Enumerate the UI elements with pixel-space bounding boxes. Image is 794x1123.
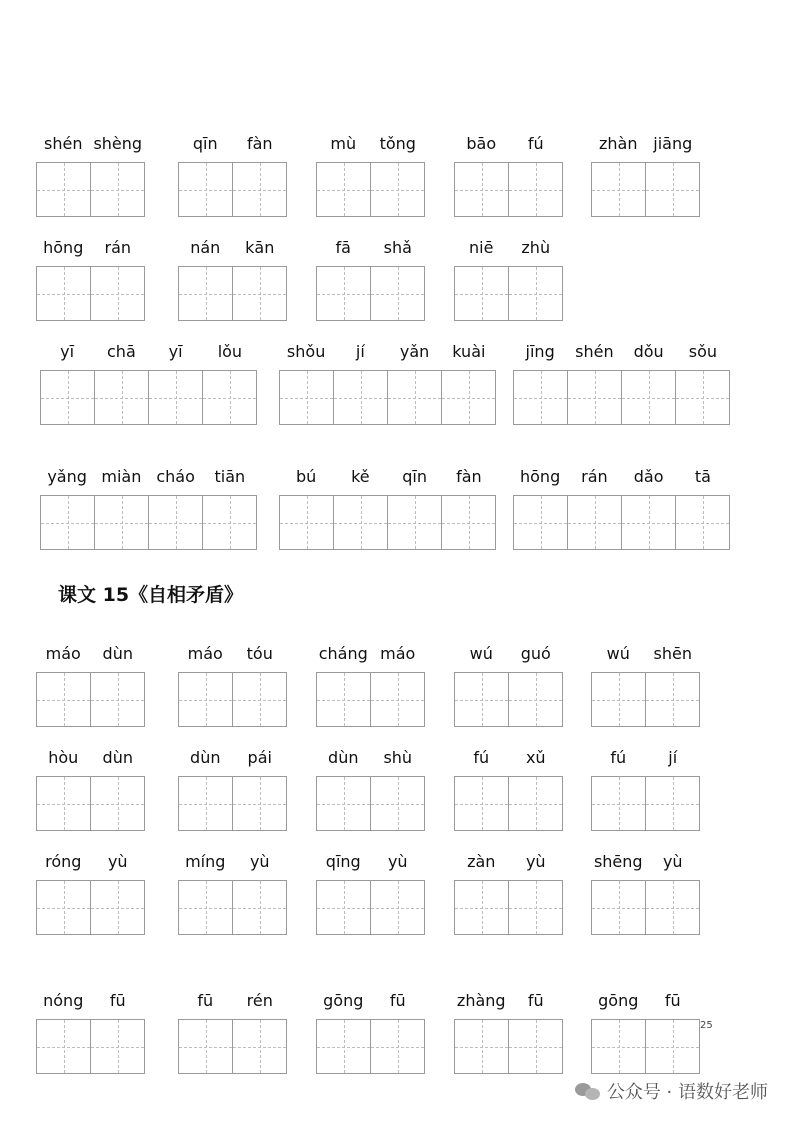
pinyin-syllable: guó: [520, 644, 551, 663]
tian-zi-ge-cell[interactable]: [148, 495, 203, 550]
pinyin-line: [591, 134, 700, 160]
pinyin-syllable: niē: [469, 238, 494, 257]
pinyin-syllable: xǔ: [525, 748, 546, 767]
pinyin-syllable: yù: [107, 852, 128, 871]
pinyin-line: [316, 238, 425, 264]
writing-boxes: [316, 776, 424, 831]
pinyin-syllable: dǒu: [633, 342, 664, 361]
pinyin-syllable: máo: [187, 644, 223, 663]
pinyin-syllable: hōng: [43, 238, 84, 257]
tian-zi-ge-cell[interactable]: [90, 266, 145, 321]
word-group: [178, 748, 287, 834]
pinyin-syllable: bāo: [466, 134, 497, 153]
tian-zi-ge-cell[interactable]: [36, 1019, 91, 1074]
tian-zi-ge-cell[interactable]: [441, 495, 496, 550]
pinyin-syllable: zhàn: [599, 134, 638, 153]
word-group: [40, 342, 257, 428]
word-group: [178, 852, 287, 938]
pinyin-line: [316, 748, 425, 774]
word-group: [316, 748, 425, 834]
tian-zi-ge-cell[interactable]: [90, 162, 145, 217]
pinyin-syllable: tiān: [214, 467, 246, 486]
pinyin-syllable: zàn: [467, 852, 496, 871]
tian-zi-ge-cell[interactable]: [316, 162, 371, 217]
pinyin-line: [454, 852, 563, 878]
writing-boxes: [36, 1019, 144, 1074]
word-group: [178, 644, 287, 730]
pinyin-syllable: yù: [387, 852, 408, 871]
tian-zi-ge-cell[interactable]: [232, 162, 287, 217]
tian-zi-ge-cell[interactable]: [370, 672, 425, 727]
pinyin-syllable: shǎ: [383, 238, 412, 257]
writing-boxes: [36, 776, 144, 831]
pinyin-syllable: mù: [330, 134, 357, 153]
word-group: [178, 991, 287, 1077]
writing-boxes: [454, 672, 562, 727]
writing-boxes: [178, 266, 286, 321]
word-group: [513, 467, 730, 553]
tian-zi-ge-cell[interactable]: [370, 162, 425, 217]
tian-zi-ge-cell[interactable]: [370, 776, 425, 831]
pinyin-syllable: dùn: [102, 748, 133, 767]
pinyin-syllable: máo: [380, 644, 416, 663]
pinyin-line: [454, 644, 563, 670]
word-group: [454, 134, 563, 220]
tian-zi-ge-cell[interactable]: [202, 370, 257, 425]
tian-zi-ge-cell[interactable]: [36, 672, 91, 727]
pinyin-syllable: bú: [295, 467, 317, 486]
tian-zi-ge-cell[interactable]: [36, 266, 91, 321]
pinyin-syllable: qīng: [325, 852, 361, 871]
tian-zi-ge-cell[interactable]: [90, 776, 145, 831]
pinyin-line: [36, 852, 145, 878]
pinyin-syllable: nóng: [43, 991, 84, 1010]
word-group: [316, 991, 425, 1077]
pinyin-syllable: dǎo: [633, 467, 664, 486]
pinyin-syllable: nán: [190, 238, 221, 257]
writing-boxes: [454, 776, 562, 831]
tian-zi-ge-cell[interactable]: [178, 776, 233, 831]
pinyin-line: [36, 238, 145, 264]
tian-zi-ge-cell[interactable]: [454, 776, 509, 831]
word-group: [178, 238, 287, 324]
word-group: [279, 342, 496, 428]
tian-zi-ge-cell[interactable]: [645, 672, 700, 727]
pinyin-syllable: fū: [389, 991, 406, 1010]
pinyin-syllable: pái: [247, 748, 272, 767]
writing-boxes: [36, 880, 144, 935]
pinyin-syllable: yǎng: [47, 467, 87, 486]
tian-zi-ge-cell[interactable]: [232, 1019, 287, 1074]
writing-boxes: [591, 1019, 699, 1074]
pinyin-syllable: chā: [107, 342, 136, 361]
tian-zi-ge-cell[interactable]: [370, 880, 425, 935]
writing-boxes: [36, 672, 144, 727]
pinyin-line: [178, 991, 287, 1017]
pinyin-line: [40, 467, 257, 493]
word-group: [591, 134, 700, 220]
writing-boxes: [40, 370, 256, 425]
pinyin-line: [178, 852, 287, 878]
word-group: [513, 342, 730, 428]
pinyin-line: [36, 644, 145, 670]
writing-boxes: [454, 162, 562, 217]
writing-boxes: [178, 672, 286, 727]
pinyin-syllable: fā: [335, 238, 351, 257]
tian-zi-ge-cell[interactable]: [454, 162, 509, 217]
word-group: [279, 467, 496, 553]
footer-watermark: [575, 1078, 768, 1104]
pinyin-syllable: dùn: [102, 644, 133, 663]
pinyin-syllable: jí: [355, 342, 365, 361]
pinyin-line: [178, 134, 287, 160]
pinyin-line: [36, 134, 145, 160]
tian-zi-ge-cell[interactable]: [454, 672, 509, 727]
writing-boxes: [316, 1019, 424, 1074]
pinyin-syllable: shēng: [593, 852, 643, 871]
tian-zi-ge-cell[interactable]: [40, 495, 95, 550]
tian-zi-ge-cell[interactable]: [316, 1019, 371, 1074]
tian-zi-ge-cell[interactable]: [178, 162, 233, 217]
pinyin-syllable: shén: [575, 342, 614, 361]
pinyin-syllable: yǎn: [399, 342, 430, 361]
tian-zi-ge-cell[interactable]: [591, 672, 646, 727]
pinyin-syllable: gōng: [598, 991, 639, 1010]
writing-boxes: [454, 880, 562, 935]
writing-boxes: [591, 880, 699, 935]
writing-boxes: [178, 1019, 286, 1074]
pinyin-syllable: qīn: [402, 467, 427, 486]
pinyin-syllable: dùn: [328, 748, 359, 767]
word-group: [591, 852, 700, 938]
word-group: [454, 644, 563, 730]
wechat-icon: [575, 1081, 601, 1101]
tian-zi-ge-cell[interactable]: [508, 672, 563, 727]
pinyin-syllable: fú: [610, 748, 627, 767]
footer-brand: 公众号 · 语数好老师: [606, 1082, 768, 1103]
word-group: [591, 644, 700, 730]
pinyin-line: [454, 748, 563, 774]
writing-boxes: [591, 776, 699, 831]
word-group: [316, 134, 425, 220]
pinyin-syllable: yù: [525, 852, 546, 871]
tian-zi-ge-cell[interactable]: [279, 370, 334, 425]
tian-zi-ge-cell[interactable]: [36, 776, 91, 831]
pinyin-syllable: yī: [168, 342, 183, 361]
writing-boxes: [178, 776, 286, 831]
writing-boxes: [454, 1019, 562, 1074]
tian-zi-ge-cell[interactable]: [675, 370, 730, 425]
pinyin-syllable: zhù: [521, 238, 551, 257]
pinyin-line: [591, 748, 700, 774]
pinyin-syllable: gōng: [323, 991, 364, 1010]
writing-boxes: [513, 370, 729, 425]
tian-zi-ge-cell[interactable]: [36, 880, 91, 935]
tian-zi-ge-cell[interactable]: [508, 880, 563, 935]
word-group: [591, 991, 700, 1077]
writing-boxes: [279, 370, 495, 425]
pinyin-syllable: fū: [527, 991, 544, 1010]
tian-zi-ge-cell[interactable]: [279, 495, 334, 550]
tian-zi-ge-cell[interactable]: [148, 370, 203, 425]
word-group: [454, 852, 563, 938]
pinyin-syllable: shēn: [653, 644, 692, 663]
tian-zi-ge-cell[interactable]: [232, 672, 287, 727]
pinyin-syllable: jiāng: [653, 134, 693, 153]
tian-zi-ge-cell[interactable]: [178, 672, 233, 727]
pinyin-syllable: fàn: [246, 134, 273, 153]
writing-boxes: [591, 672, 699, 727]
tian-zi-ge-cell[interactable]: [621, 495, 676, 550]
pinyin-syllable: sǒu: [688, 342, 717, 361]
tian-zi-ge-cell[interactable]: [178, 880, 233, 935]
word-group: [178, 134, 287, 220]
pinyin-syllable: shù: [383, 748, 413, 767]
pinyin-syllable: yù: [662, 852, 683, 871]
tian-zi-ge-cell[interactable]: [675, 495, 730, 550]
pinyin-line: [178, 748, 287, 774]
word-group: [454, 238, 563, 324]
tian-zi-ge-cell[interactable]: [591, 162, 646, 217]
word-group: [454, 991, 563, 1077]
tian-zi-ge-cell[interactable]: [454, 1019, 509, 1074]
page-number: 25: [700, 1020, 713, 1031]
tian-zi-ge-cell[interactable]: [232, 776, 287, 831]
pinyin-syllable: zhàng: [456, 991, 506, 1010]
tian-zi-ge-cell[interactable]: [333, 370, 388, 425]
tian-zi-ge-cell[interactable]: [441, 370, 496, 425]
tian-zi-ge-cell[interactable]: [90, 1019, 145, 1074]
word-group: [316, 852, 425, 938]
tian-zi-ge-cell[interactable]: [567, 370, 622, 425]
pinyin-line: [279, 467, 496, 493]
tian-zi-ge-cell[interactable]: [591, 1019, 646, 1074]
pinyin-syllable: kuài: [452, 342, 486, 361]
writing-boxes: [316, 672, 424, 727]
pinyin-line: [316, 134, 425, 160]
tian-zi-ge-cell[interactable]: [333, 495, 388, 550]
pinyin-syllable: tóu: [246, 644, 273, 663]
pinyin-syllable: róng: [45, 852, 82, 871]
word-group: [36, 852, 145, 938]
tian-zi-ge-cell[interactable]: [316, 880, 371, 935]
pinyin-syllable: cháo: [156, 467, 195, 486]
pinyin-line: [36, 748, 145, 774]
writing-boxes: [178, 880, 286, 935]
writing-boxes: [513, 495, 729, 550]
word-group: [36, 134, 145, 220]
pinyin-syllable: míng: [185, 852, 226, 871]
pinyin-syllable: fū: [197, 991, 214, 1010]
tian-zi-ge-cell[interactable]: [94, 370, 149, 425]
tian-zi-ge-cell[interactable]: [36, 162, 91, 217]
tian-zi-ge-cell[interactable]: [316, 776, 371, 831]
pinyin-syllable: shén: [44, 134, 83, 153]
pinyin-syllable: lǒu: [217, 342, 243, 361]
tian-zi-ge-cell[interactable]: [232, 880, 287, 935]
tian-zi-ge-cell[interactable]: [454, 880, 509, 935]
pinyin-line: [178, 238, 287, 264]
writing-boxes: [316, 880, 424, 935]
pinyin-syllable: hōng: [520, 467, 561, 486]
writing-boxes: [178, 162, 286, 217]
pinyin-syllable: wú: [469, 644, 493, 663]
lesson-title: 课文 15《自相矛盾》: [58, 584, 244, 606]
tian-zi-ge-cell[interactable]: [370, 266, 425, 321]
pinyin-line: [591, 644, 700, 670]
tian-zi-ge-cell[interactable]: [232, 266, 287, 321]
tian-zi-ge-cell[interactable]: [178, 266, 233, 321]
pinyin-syllable: máo: [45, 644, 81, 663]
pinyin-syllable: shèng: [93, 134, 143, 153]
pinyin-syllable: hòu: [48, 748, 79, 767]
tian-zi-ge-cell[interactable]: [591, 880, 646, 935]
pinyin-line: [454, 991, 563, 1017]
pinyin-line: [40, 342, 257, 368]
pinyin-syllable: tā: [694, 467, 711, 486]
writing-boxes: [316, 162, 424, 217]
word-group: [36, 238, 145, 324]
writing-boxes: [454, 266, 562, 321]
word-group: [40, 467, 257, 553]
pinyin-line: [316, 852, 425, 878]
pinyin-syllable: rén: [246, 991, 273, 1010]
tian-zi-ge-cell[interactable]: [90, 672, 145, 727]
tian-zi-ge-cell[interactable]: [645, 1019, 700, 1074]
word-group: [36, 644, 145, 730]
pinyin-line: [513, 342, 730, 368]
pinyin-syllable: yī: [60, 342, 75, 361]
tian-zi-ge-cell[interactable]: [645, 880, 700, 935]
tian-zi-ge-cell[interactable]: [316, 266, 371, 321]
writing-boxes: [36, 162, 144, 217]
tian-zi-ge-cell[interactable]: [90, 880, 145, 935]
pinyin-syllable: qīn: [192, 134, 218, 153]
pinyin-syllable: dùn: [190, 748, 221, 767]
tian-zi-ge-cell[interactable]: [508, 776, 563, 831]
tian-zi-ge-cell[interactable]: [454, 266, 509, 321]
pinyin-line: [316, 991, 425, 1017]
writing-boxes: [279, 495, 495, 550]
pinyin-syllable: miàn: [101, 467, 142, 486]
pinyin-syllable: rán: [104, 238, 132, 257]
word-group: [316, 644, 425, 730]
tian-zi-ge-cell[interactable]: [513, 370, 568, 425]
writing-boxes: [591, 162, 699, 217]
pinyin-line: [454, 134, 563, 160]
tian-zi-ge-cell[interactable]: [645, 162, 700, 217]
pinyin-line: [279, 342, 496, 368]
tian-zi-ge-cell[interactable]: [508, 162, 563, 217]
tian-zi-ge-cell[interactable]: [94, 495, 149, 550]
word-group: [36, 991, 145, 1077]
tian-zi-ge-cell[interactable]: [508, 1019, 563, 1074]
pinyin-syllable: wú: [606, 644, 630, 663]
tian-zi-ge-cell[interactable]: [316, 672, 371, 727]
writing-boxes: [40, 495, 256, 550]
pinyin-line: [591, 991, 700, 1017]
tian-zi-ge-cell[interactable]: [387, 495, 442, 550]
pinyin-syllable: rán: [581, 467, 608, 486]
pinyin-syllable: kě: [351, 467, 370, 486]
word-group: [316, 238, 425, 324]
pinyin-line: [591, 852, 700, 878]
tian-zi-ge-cell[interactable]: [178, 1019, 233, 1074]
tian-zi-ge-cell[interactable]: [387, 370, 442, 425]
pinyin-syllable: kān: [245, 238, 275, 257]
tian-zi-ge-cell[interactable]: [513, 495, 568, 550]
pinyin-syllable: yù: [249, 852, 270, 871]
pinyin-line: [316, 644, 425, 670]
pinyin-line: [513, 467, 730, 493]
tian-zi-ge-cell[interactable]: [508, 266, 563, 321]
word-group: [591, 748, 700, 834]
pinyin-syllable: fū: [109, 991, 126, 1010]
pinyin-syllable: jīng: [525, 342, 555, 361]
tian-zi-ge-cell[interactable]: [621, 370, 676, 425]
writing-boxes: [36, 266, 144, 321]
tian-zi-ge-cell[interactable]: [370, 1019, 425, 1074]
word-group: [36, 748, 145, 834]
tian-zi-ge-cell[interactable]: [591, 776, 646, 831]
word-group: [454, 748, 563, 834]
pinyin-syllable: fú: [473, 748, 490, 767]
pinyin-syllable: shǒu: [286, 342, 326, 361]
writing-boxes: [316, 266, 424, 321]
pinyin-syllable: fū: [664, 991, 681, 1010]
pinyin-syllable: jí: [668, 748, 678, 767]
pinyin-syllable: fú: [527, 134, 544, 153]
pinyin-line: [36, 991, 145, 1017]
pinyin-syllable: cháng: [318, 644, 368, 663]
tian-zi-ge-cell[interactable]: [567, 495, 622, 550]
tian-zi-ge-cell[interactable]: [40, 370, 95, 425]
pinyin-line: [454, 238, 563, 264]
pinyin-syllable: fàn: [456, 467, 482, 486]
tian-zi-ge-cell[interactable]: [202, 495, 257, 550]
pinyin-line: [178, 644, 287, 670]
tian-zi-ge-cell[interactable]: [645, 776, 700, 831]
pinyin-syllable: tǒng: [379, 134, 416, 153]
